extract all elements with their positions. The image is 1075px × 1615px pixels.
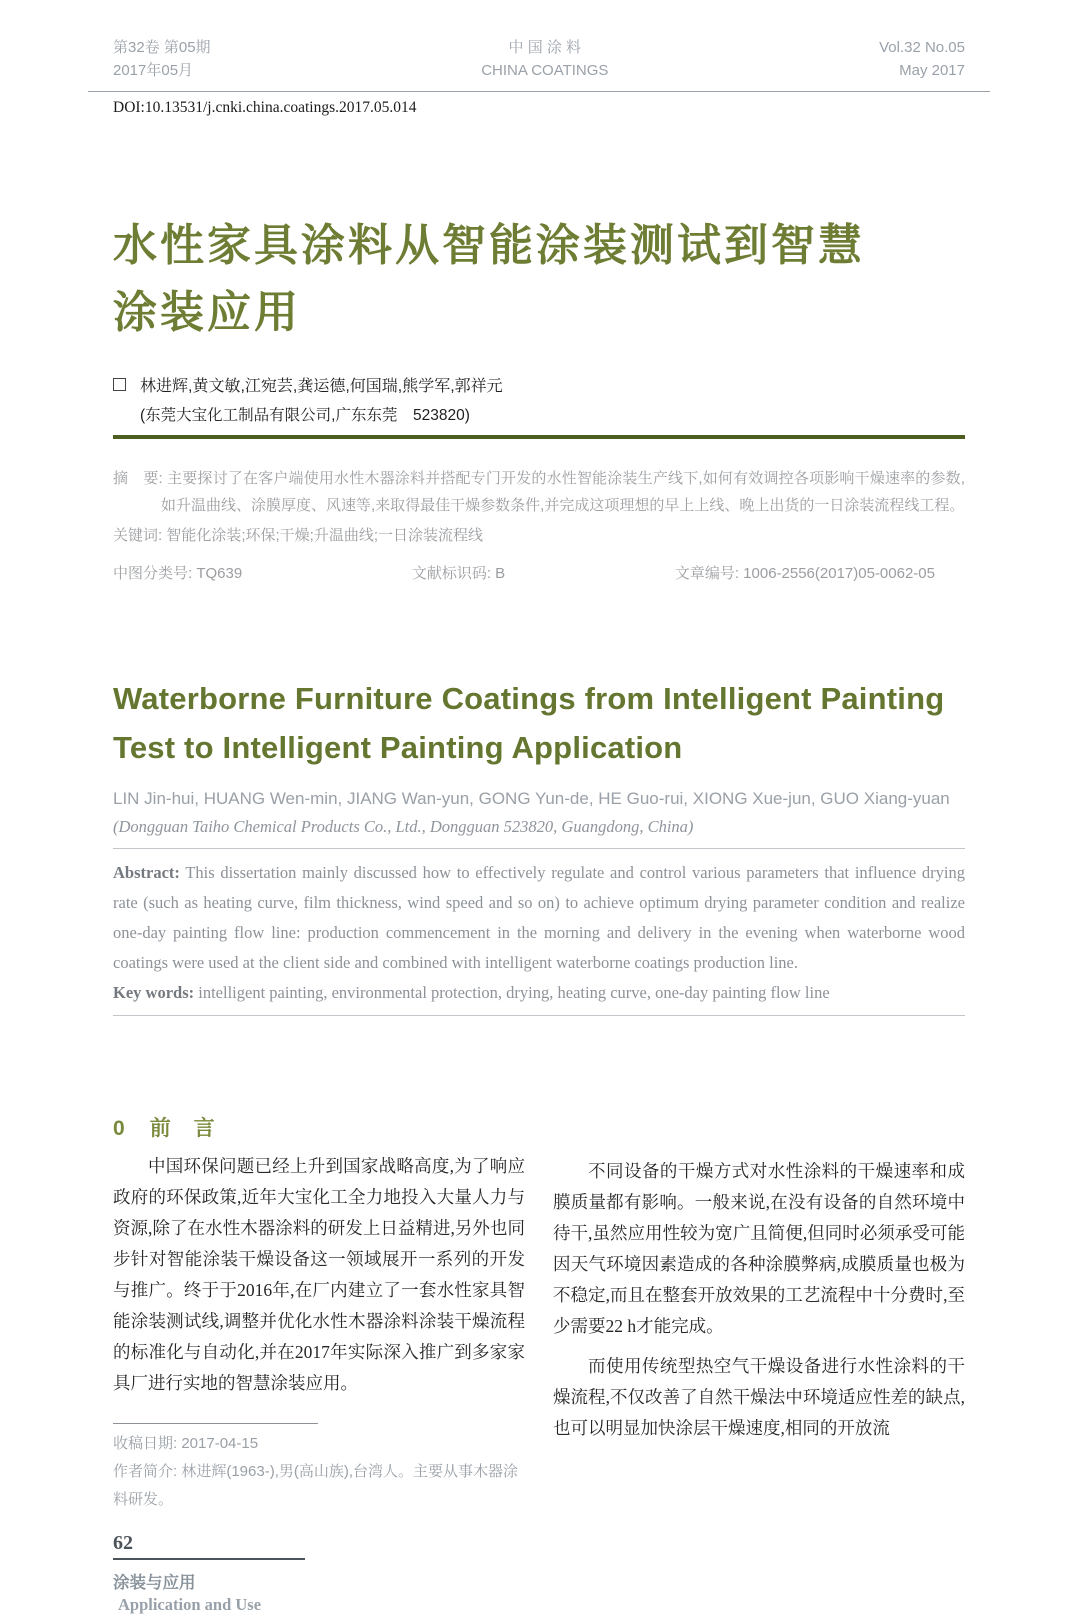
article-title-cn-line2: 涂装应用 <box>113 287 301 337</box>
body-column-left <box>113 1112 525 1514</box>
abstract-en <box>113 858 965 978</box>
footnote-block <box>113 1423 525 1514</box>
section-number: 0 <box>113 1116 126 1140</box>
journal-name-cn: 中 国 涂 料 <box>508 39 582 56</box>
journal-header <box>113 36 965 117</box>
article-title-en-line2: Test to Intelligent Painting Application <box>113 729 683 765</box>
volume-issue-en: Vol.32 No.05 <box>879 39 965 56</box>
date-en: May 2017 <box>899 62 965 79</box>
issue-info-en <box>879 36 965 82</box>
section-title: 前 言 <box>149 1116 216 1140</box>
classification-row <box>113 562 965 583</box>
article-title-cn <box>113 213 965 347</box>
doi-line: DOI:10.13531/j.cnki.china.coatings.2017.05.014 <box>113 99 417 116</box>
body-paragraph-3: 而使用传统型热空气干燥设备进行水性涂料的干燥流程,不仅改善了自然干燥法中环境适应性差的缺点,也可以明显加快涂层干燥速度,相同的开放流 <box>553 1355 965 1438</box>
abstract-top-divider <box>113 848 965 849</box>
article-title-cn-line1: 水性家具涂料从智能涂装测试到智慧 <box>113 221 865 270</box>
footer-rule <box>113 1558 305 1560</box>
article-title-en-line1: Waterborne Furniture Coatings from Intelligent Painting <box>113 680 945 716</box>
authors-en: LIN Jin-hui, HUANG Wen-min, JIANG Wan-yun, GONG Yun-de, HE Guo-rui, XIONG Xue-jun, GUO Xiang-yuan <box>113 788 950 808</box>
abstract-label-en: Abstract: <box>113 862 180 882</box>
date-cn: 2017年05月 <box>113 62 194 79</box>
authors-cn: 林进辉,黄文敏,江宛芸,龚运德,何国瑞,熊学军,郭祥元 <box>140 377 503 395</box>
keywords-en <box>113 978 965 1008</box>
column-name-en: Application and Use <box>118 1594 262 1614</box>
abstract-cn <box>113 465 965 519</box>
section-heading-0 <box>113 1112 525 1142</box>
author-bio: 作者简介: 林进辉(1963-),男(高山族),台湾人。主要从事木器涂料研发。 <box>113 1462 519 1508</box>
article-title-en <box>113 675 965 773</box>
chinese-head <box>113 213 965 583</box>
title-block-divider <box>113 435 965 439</box>
volume-issue-cn: 第32卷 第05期 <box>113 39 211 56</box>
abstract-bottom-divider <box>113 1015 965 1016</box>
english-head <box>113 675 965 1016</box>
body-columns <box>113 1112 965 1514</box>
clc-number: 中图分类号: TQ639 <box>113 564 243 582</box>
received-date: 收稿日期: 2017-04-15 <box>113 1434 259 1452</box>
author-marker-square-icon <box>113 378 126 391</box>
header-divider <box>88 91 990 92</box>
page-number: 62 <box>113 1531 133 1554</box>
authors-row-cn <box>113 373 965 396</box>
column-name-cn: 涂装与应用 <box>113 1573 196 1592</box>
abstract-text-en: This dissertation mainly discussed how to effectively regulate and control various parameters that influence drying rate (such as heating curve, film thickness, wind speed and so on) to achieve optimum drying parameter condition and realize one-day painting flow line: production commencement in the morning and delivery in the evening when waterborne wood coatings were used at the client side and combined with intelligent waterborne coatings production line. <box>113 862 965 972</box>
keywords-text-en: intelligent painting, environmental protection, drying, heating curve, one-day painting flow line <box>194 982 830 1002</box>
document-code: 文献标识码: B <box>411 564 506 582</box>
affiliation-en: (Dongguan Taiho Chemical Products Co., Ltd., Dongguan 523820, Guangdong, China) <box>113 816 694 836</box>
abstract-label-cn: 摘 要: <box>113 469 168 487</box>
footnote-divider <box>113 1423 318 1424</box>
article-id: 文章编号: 1006-2556(2017)05-0062-05 <box>674 564 935 582</box>
keywords-label-en: Key words: <box>113 982 195 1002</box>
body-column-right <box>553 1112 965 1514</box>
journal-name-en: CHINA COATINGS <box>481 62 609 79</box>
journal-name <box>481 36 608 82</box>
page-footer <box>113 1532 965 1615</box>
affiliation-cn: (东莞大宝化工制品有限公司,广东东莞 523820) <box>140 406 470 424</box>
body-paragraph-2: 不同设备的干燥方式对水性涂料的干燥速率和成膜质量都有影响。一般来说,在没有设备的自然环境中待干,虽然应用性较为宽广且简便,但同时必须承受可能因天气环境因素造成的各种涂膜弊病,成膜质量也极为不稳定,而且在整套开放效果的工艺流程中十分费时,至少需要22 h才能完成。 <box>553 1160 965 1336</box>
journal-header-row <box>113 36 965 82</box>
keywords-cn: 关键词: 智能化涂装;环保;干燥;升温曲线;一日涂装流程线 <box>113 526 484 544</box>
issue-info-cn <box>113 36 211 82</box>
abstract-text-cn: 主要探讨了在客户端使用水性木器涂料并搭配专门开发的水性智能涂装生产线下,如何有效调控各项影响干燥速率的参数,如升温曲线、涂膜厚度、风速等,来取得最佳干燥参数条件,并完成这项理想的早上上线、晚上出货的一日涂装流程线工程。 <box>161 469 965 514</box>
body-paragraph-1: 中国环保问题已经上升到国家战略高度,为了响应政府的环保政策,近年大宝化工全力地投入大量人力与资源,除了在水性木器涂料的研发上日益精进,另外也同步针对智能涂装干燥设备这一领域展开一系列的开发与推广。终于于2016年,在厂内建立了一套水性家具智能涂装测试线,调整并优化水性木器涂料涂装干燥流程的标准化与自动化,并在2017年实际深入推广到多家家具厂进行实地的智慧涂装应用。 <box>113 1155 525 1393</box>
